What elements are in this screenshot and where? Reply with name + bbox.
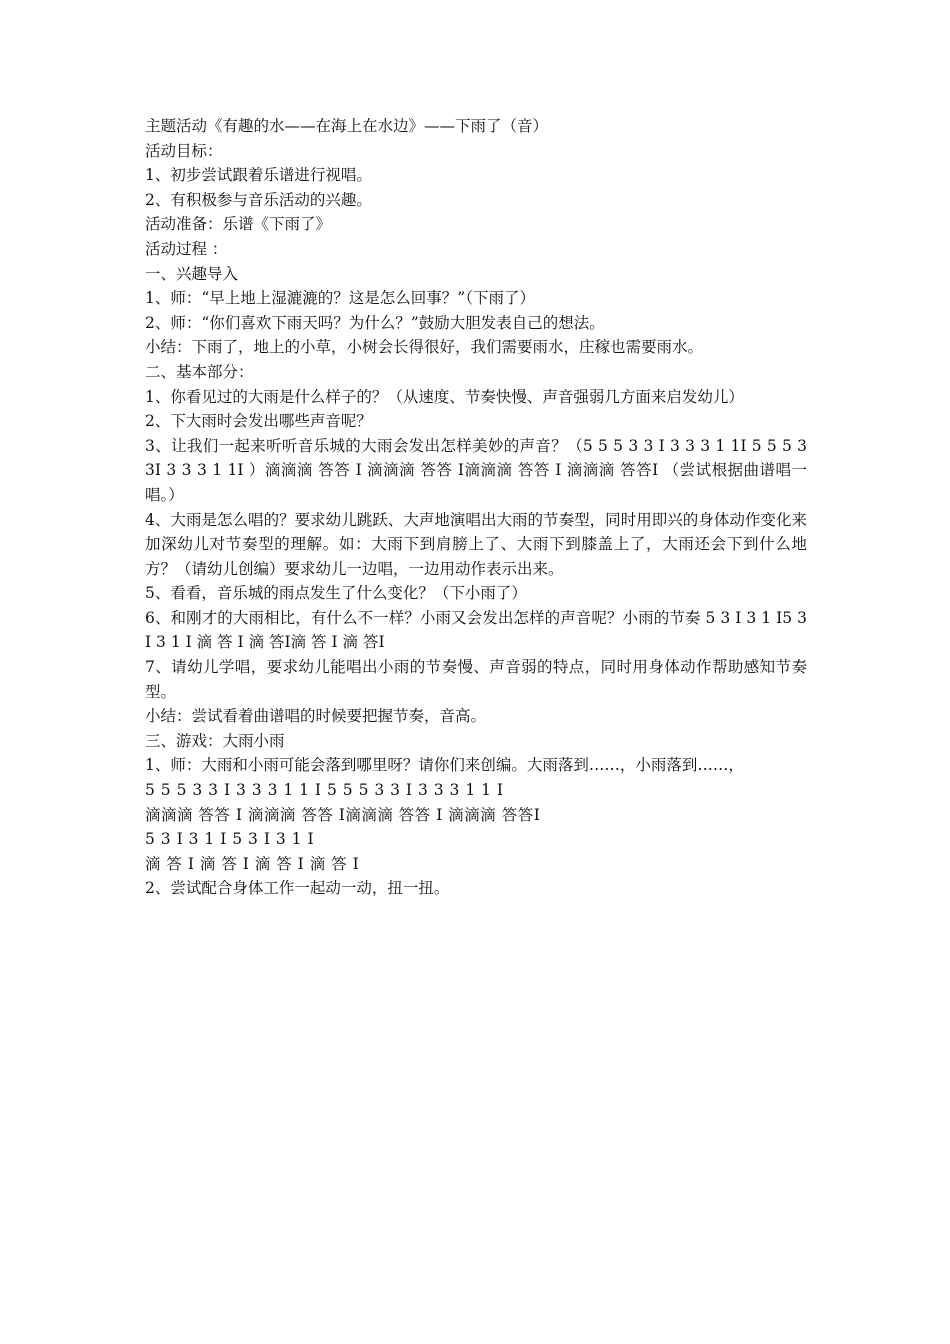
summary-paragraph: 小结：尝试看着曲谱唱的时候要把握节奏，音高。 bbox=[145, 707, 487, 726]
summary-paragraph: 小结：下雨了，地上的小草，小树会长得很好，我们需要雨水，庄稼也需要雨水。 bbox=[145, 338, 704, 357]
notation-line: 5 3 I 3 1 I 5 3 I 3 1 I bbox=[145, 830, 315, 849]
paragraph: 7、请幼儿学唱，要求幼儿能唱出小雨的节奏慢、声音弱的特点，同时用身体动作帮助感知节奏型。 bbox=[145, 658, 807, 701]
goal-item: 1、初步尝试跟着乐谱进行视唱。 bbox=[145, 166, 372, 185]
notation-line: 5 5 5 3 3 I 3 3 3 1 1 I 5 5 5 3 3 I 3 3 3 1 1 I bbox=[145, 781, 504, 800]
paragraph: 1、师：“早上地上湿漉漉的？这是怎么回事？”（下雨了） bbox=[145, 289, 535, 308]
preparation-line: 活动准备：乐谱《下雨了》 bbox=[145, 215, 332, 234]
document-page bbox=[145, 114, 807, 901]
paragraph: 1、师：大雨和小雨可能会落到哪里呀？请你们来创编。大雨落到……，小雨落到……， bbox=[145, 756, 744, 775]
lyrics-line: 滴滴滴 答答 I 滴滴滴 答答 I滴滴滴 答答 I 滴滴滴 答答I bbox=[145, 805, 541, 824]
paragraph: 5、看看，音乐城的雨点发生了什么变化？（下小雨了） bbox=[145, 584, 527, 603]
part-heading-intro: 一、兴趣导入 bbox=[145, 264, 239, 283]
part-heading-game: 三、游戏：大雨小雨 bbox=[145, 731, 285, 750]
lyrics-line: 滴 答 I 滴 答 I 滴 答 I 滴 答 I bbox=[145, 854, 360, 873]
paragraph: 2、下大雨时会发出哪些声音呢？ bbox=[145, 412, 372, 431]
paragraph-with-notation: 6、和刚才的大雨相比，有什么不一样？小雨又会发出怎样的声音呢？小雨的节奏 5 3 I 3 1 I5 3 I 3 1 I 滴 答 I 滴 答I滴 答 I 滴 答I bbox=[145, 608, 807, 652]
paragraph: 1、你看见过的大雨是什么样子的？（从速度、节奏快慢、声音强弱几方面来启发幼儿） bbox=[145, 387, 744, 406]
paragraph: 4、大雨是怎么唱的？要求幼儿跳跃、大声地演唱出大雨的节奏型，同时用即兴的身体动作变化来加深幼儿对节奏型的理解。如：大雨下到肩膀上了、大雨下到膝盖上了，大雨还会下到什么地方？（请幼儿创编）要求幼儿一边唱，一边用动作表示出来。 bbox=[145, 510, 807, 578]
section-heading-process: 活动过程 ： bbox=[145, 239, 228, 258]
paragraph: 2、师：“你们喜欢下雨天吗？为什么？”鼓励大胆发表自己的想法。 bbox=[145, 313, 605, 332]
paragraph-with-notation: 3、让我们一起来听听音乐城的大雨会发出怎样美妙的声音？（5 5 5 3 3 I 3 3 3 1 1I 5 5 5 3 3I 3 3 3 1 1I ）滴滴滴 答答 I 滴滴滴 答答 I滴滴滴 答答 I 滴滴滴 答答I （尝试根据曲谱唱一唱。） bbox=[145, 436, 807, 504]
goal-item: 2、有积极参与音乐活动的兴趣。 bbox=[145, 190, 372, 209]
document-title: 主题活动《有趣的水——在海上在水边》——下雨了（音） bbox=[145, 117, 549, 135]
section-heading-goals: 活动目标： bbox=[145, 141, 223, 160]
part-heading-basic: 二、基本部分： bbox=[145, 362, 254, 381]
paragraph: 2、尝试配合身体工作一起动一动，扭一扭。 bbox=[145, 879, 450, 898]
